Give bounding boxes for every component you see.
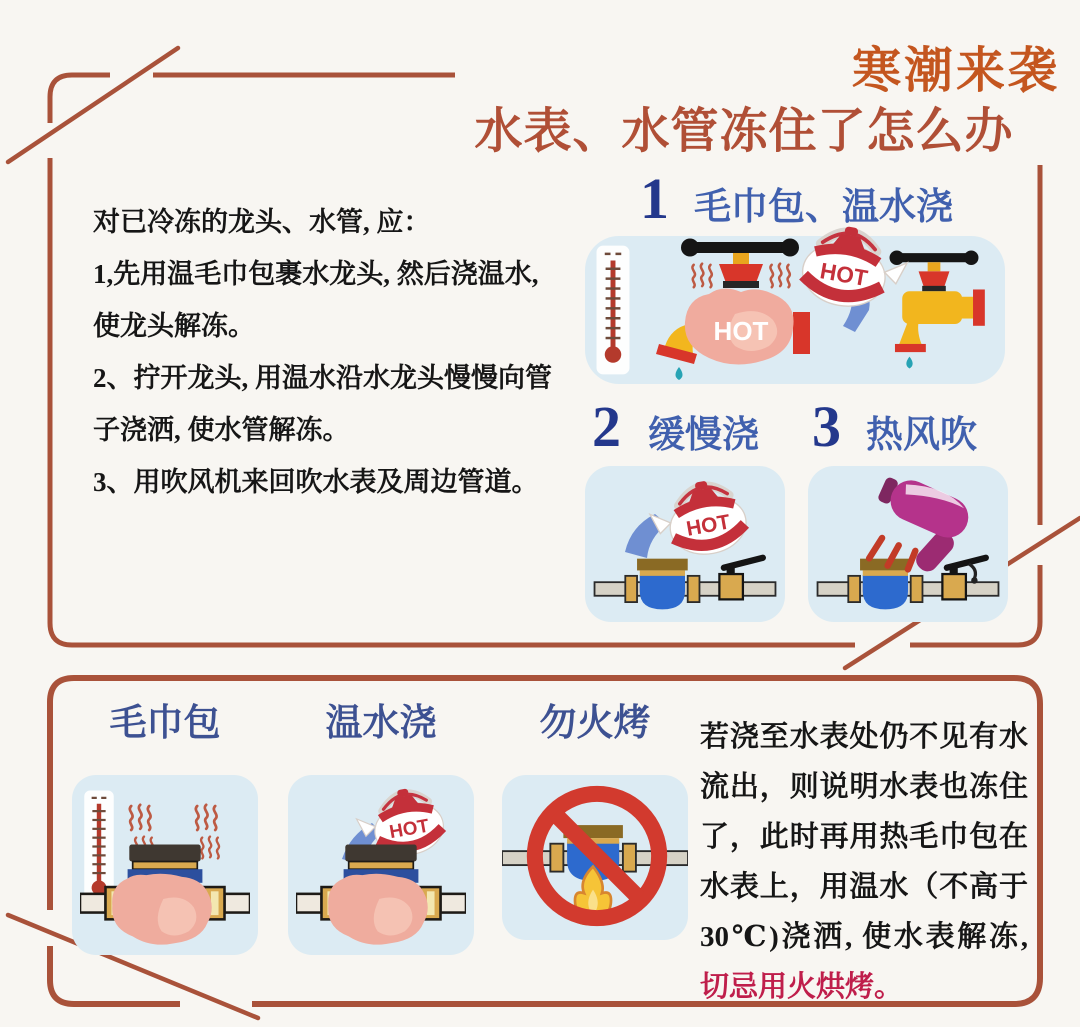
bottom-panel-warm-water: [288, 775, 474, 955]
thermometer-icon: [597, 246, 630, 375]
step2-illustration-panel: [585, 466, 785, 622]
step3-number: 3: [812, 394, 841, 459]
instruction-line: 子浇洒, 使水管解冻。: [93, 415, 350, 445]
instructions-block: [93, 196, 571, 508]
instruction-line: 1,先用温毛巾包裹水龙头, 然后浇温水,: [93, 259, 539, 289]
steam-icon: [196, 805, 217, 830]
step2-number: 2: [592, 394, 621, 459]
poster-title: 寒潮来袭: [851, 44, 1060, 98]
step1-number: 1: [640, 166, 669, 231]
kettle-icon: [778, 212, 910, 326]
instruction-line: 使龙头解冻。: [93, 311, 255, 341]
towel-hot-label: HOT: [713, 316, 769, 346]
bottom-panel-no-fire: [502, 775, 688, 940]
water-meter-note: [700, 712, 1028, 1012]
steam-icon: [130, 805, 151, 830]
instruction-line: 2、拧开龙头, 用温水沿水龙头慢慢向管: [93, 363, 552, 393]
bottom-label-no-fire: 勿火烤: [539, 702, 651, 743]
step2-label: 缓慢浇: [648, 414, 759, 455]
note-warning-text: 切忌用火烘烤。: [700, 971, 904, 1003]
poster-subtitle: 水表、水管冻住了怎么办: [474, 105, 1014, 158]
water-meter-icon: [595, 558, 776, 610]
steam-icon: [201, 837, 219, 859]
step3-illustration-panel: [808, 466, 1008, 622]
bottom-label-warm-water: 温水浇: [325, 702, 437, 743]
step3-label: 热风吹: [866, 414, 977, 455]
bottom-label-towel: 毛巾包: [109, 702, 221, 743]
kettle-icon: [646, 475, 751, 563]
instruction-line: 对已冷冻的龙头、水管, 应：: [93, 207, 431, 237]
step1-label: 毛巾包、温水浇: [694, 186, 953, 227]
corner-slash-top-left: [8, 48, 178, 162]
steam-icon: [692, 264, 711, 288]
wrapped-water-meter-icon: [296, 845, 466, 945]
bottom-panel-towel: [72, 775, 258, 955]
instruction-line: 3、用吹风机来回吹水表及周边管道。: [93, 467, 539, 497]
note-text: 若浇至水表处仍不见有水流出，则说明水表也冻住了，此时再用热毛巾包在水表上，用温水（不高于30℃)浇洒, 使水表解冻,: [700, 721, 1028, 953]
